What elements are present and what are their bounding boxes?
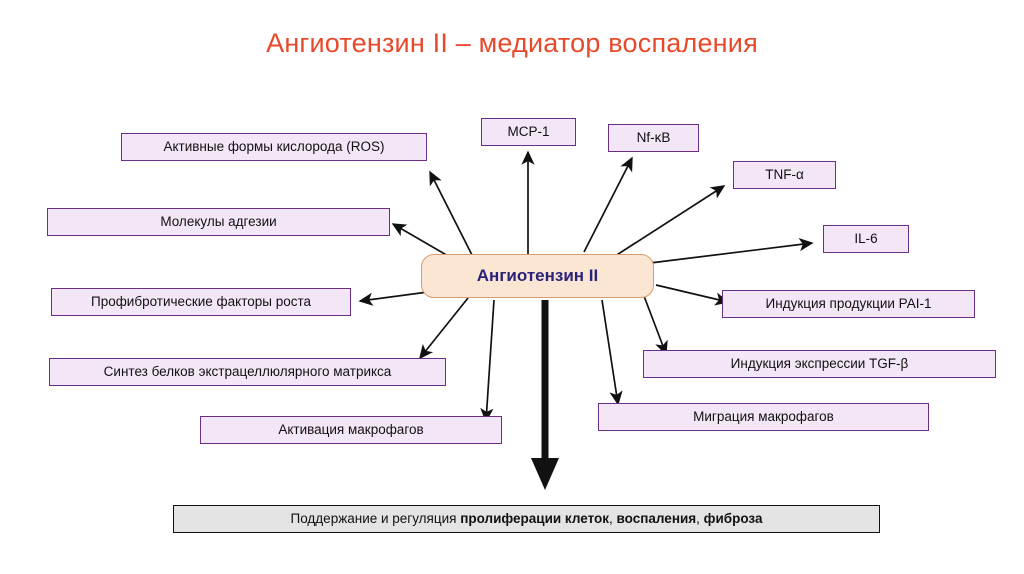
summary-banner[interactable]	[173, 505, 880, 533]
node-pai1-induction[interactable]	[722, 290, 975, 318]
node-nfkb[interactable]	[608, 124, 699, 152]
node-ecm-protein-synthesis[interactable]	[49, 358, 446, 386]
node-profibrotic-growth-factors[interactable]	[51, 288, 351, 316]
node-mcp1[interactable]	[481, 118, 576, 146]
summary-sep-1: ,	[609, 511, 617, 527]
node-label: Индукция продукции PAI-1	[765, 296, 932, 312]
summary-prefix: Поддержание и регуляция	[290, 511, 461, 527]
node-macrophage-migration[interactable]	[598, 403, 929, 431]
summary-sep-2: ,	[696, 511, 704, 527]
node-label: Молекулы адгезии	[160, 214, 277, 230]
node-label: Активация макрофагов	[278, 422, 424, 438]
node-label: Синтез белков экстрацеллюлярного матрикса	[103, 364, 392, 380]
node-label: MCP-1	[507, 124, 550, 140]
node-label: Nf-κB	[636, 130, 671, 146]
center-node-label: Ангиотензин II	[476, 266, 599, 286]
node-macrophage-activation[interactable]	[200, 416, 502, 444]
node-label: Миграция макрофагов	[693, 409, 834, 425]
center-node-angiotensin-ii[interactable]	[421, 254, 654, 298]
summary-bold-inflammation: воспаления	[616, 511, 697, 527]
node-ros[interactable]	[121, 133, 427, 161]
node-adhesion-molecules[interactable]	[47, 208, 390, 236]
node-label: TNF-α	[765, 167, 804, 183]
node-label: Индукция экспрессии TGF-β	[730, 356, 909, 372]
node-tgf-beta-expression[interactable]	[643, 350, 996, 378]
main-down-arrow	[531, 300, 559, 490]
summary-bold-proliferation: пролиферации клеток	[460, 511, 610, 527]
page-title: Ангиотензин II – медиатор воспаления	[266, 28, 758, 58]
node-il6[interactable]	[823, 225, 909, 253]
node-label: Профибротические факторы роста	[90, 294, 312, 310]
summary-text	[291, 511, 763, 527]
node-label: Активные формы кислорода (ROS)	[163, 139, 385, 155]
node-tnf-alpha[interactable]	[733, 161, 836, 189]
summary-bold-fibrosis: фиброза	[703, 511, 763, 527]
node-label: IL-6	[854, 231, 878, 247]
